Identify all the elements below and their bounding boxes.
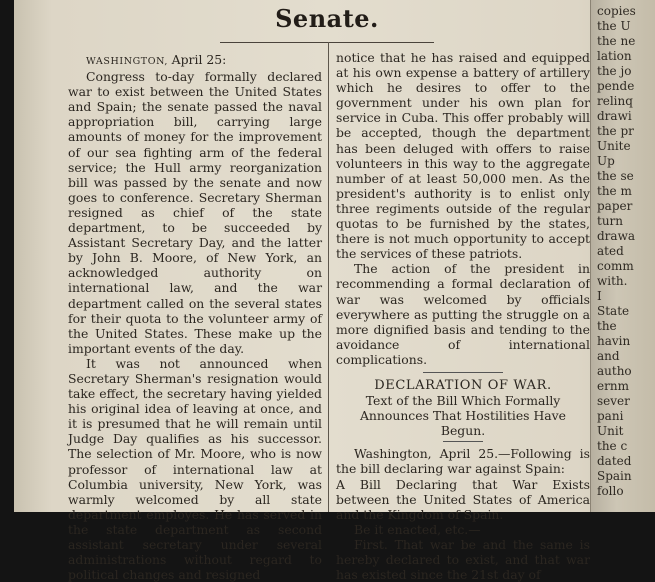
fragment-line: autho [597,364,632,378]
paragraph-be-it-enacted: Be it enacted, etc.— [354,521,481,537]
fragment-line: ernm [597,379,629,393]
column-divider [328,42,329,512]
fragment-line: relinq [597,94,633,108]
fragment-line: Up [597,154,615,168]
fragment-line: the se [597,169,634,183]
paragraph-bill-declaring: A Bill Declaring that War Exists between the United States of America and the Kingdom of Spain. [336,476,590,522]
subhead-deck: Text of the Bill Which Formally Announces That Hostilities Have Begun. [359,393,567,439]
fragment-line: comm [597,259,634,273]
fragment-line: pani [597,409,624,423]
adjacent-column-cropped [590,0,655,512]
fragment-line: I [597,289,602,303]
fragment-line: Spain [597,469,632,483]
paragraph-battery-of-artillery: notice that he has raised and equipped at his own expense a battery of artillery which he desires to offer to the government under his own plan for service in Cuba. This offer probably will be accepted, though the department has been deluged with offers to raise volunteers in this way to the aggregate number of at least 50,000 men. As the president's authority is to enlist only three regiments outside of the regular quotas to be furnished by the states, there is not much opportunity to accept the services of these patriots. [336,50,590,262]
fragment-line: copies [597,4,636,18]
fragment-line: the m [597,184,632,198]
fragment-line: havin [597,334,631,348]
fragment-line: follo [597,484,624,498]
headline-rule [220,42,434,43]
fragment-line: lation [597,49,632,63]
fragment-line: ated [597,244,624,258]
fragment-line: dated [597,454,632,468]
fragment-line: the [597,319,617,333]
fragment-line: State [597,304,630,318]
paragraph-action-of-president: The action of the president in recommending a formal declaration of war was welcomed by officials everywhere as putting the struggle on a more dignified basis and tending to the avoidance of international complications. [336,261,590,367]
headline-senate: Senate. [275,4,379,33]
fragment-line: and [597,349,620,363]
fragment-line: pende [597,79,635,93]
fragment-line: drawa [597,229,635,243]
paragraph-first: First. That war be and the same is hereby declared to exist, and that war has existed since the 21st day of [336,536,590,582]
fragment-line: sever [597,394,630,408]
fragment-line: the U [597,19,631,33]
fragment-line: with. [597,274,628,288]
fragment-line: drawi [597,109,632,123]
adjacent-column-fragments [591,0,655,499]
article-column-left [68,52,322,582]
section-separator [423,372,503,373]
fragment-line: the pr [597,124,634,138]
fragment-line: the c [597,439,628,453]
fragment-line: paper [597,199,633,213]
article-column-middle [336,50,590,582]
fragment-line: Unite [597,139,631,153]
fragment-line: the jo [597,64,632,78]
fragment-line: Unit [597,424,624,438]
fragment-line: turn [597,214,624,228]
paragraph-sherman-resignation: It was not announced when Secretary Sherman's resignation would take effect, the secretary having yielded his original idea of leaving at once, and it is presumed that he will remain until Judge Day qualifies as his successor. The selection of Mr. Moore, who is now professor of international law at Columbia university, New York, was warmly welcomed by all state department employes. He has served in the state department as second assistant secretary under several administrations without regard to political changes and resigned [68,355,322,582]
fragment-line: the ne [597,34,636,48]
subhead-declaration-of-war: DECLARATION OF WAR. [374,377,552,393]
dateline-washington: WASHINGTON, April 25: [86,52,227,67]
paragraph-washington-april-25: Washington, April 25.—Following is the bill declaring war against Spain: [336,446,590,477]
deck-separator [443,441,483,442]
paragraph-congress-declared: Congress to-day formally declared war to exist between the United States and Spain; the senate passed the naval appropriation bill, carrying large amounts of money for the improvement of our sea fighting arm of the federal service; the Hull army reorganization bill was passed by the senate and now goes to conference. Secretary Sherman resigned as chief of the state department, to be succeeded by Assistant Secretary Day, and the latter by John B. Moore, of New York, an acknowledged authority on international law, and the war department called on the several states for their quota to the volunteer army of the United States. These make up the important events of the day. [68,69,322,356]
newspaper-page [14,0,640,582]
